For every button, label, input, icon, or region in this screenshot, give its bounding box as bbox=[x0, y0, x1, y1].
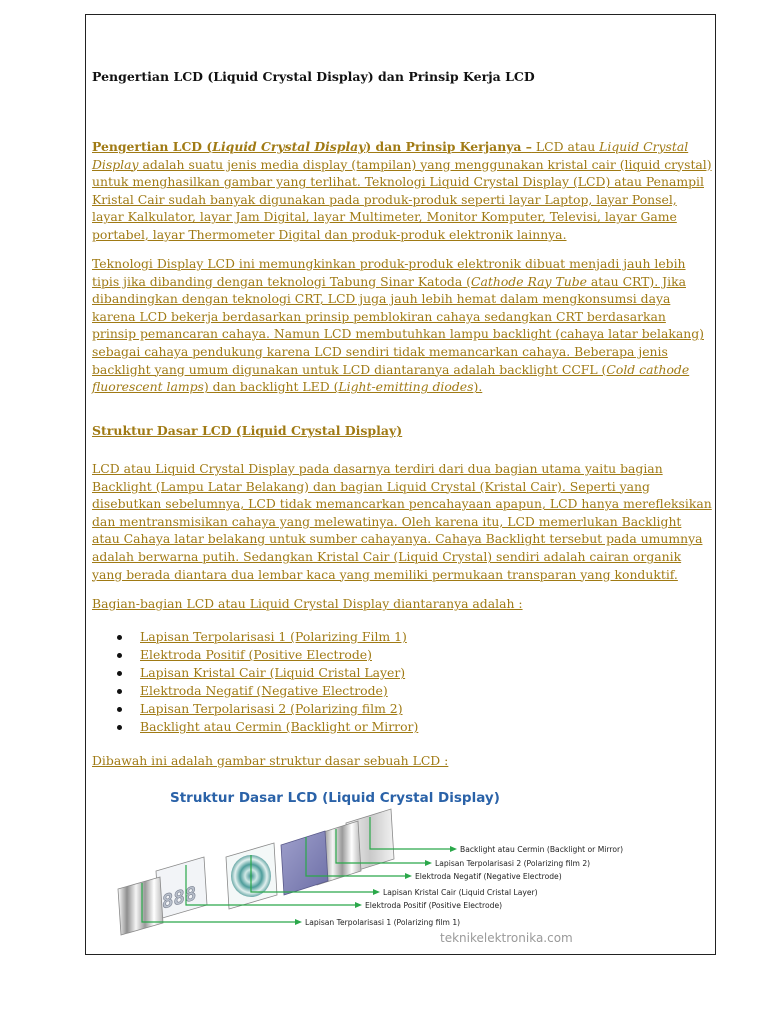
list-item-text: Lapisan Terpolarisasi 1 (Polarizing Film 1) bbox=[140, 629, 407, 644]
label-backlight: Backlight atau Cermin (Backlight or Mirror) bbox=[460, 845, 624, 854]
bullet-icon bbox=[117, 653, 122, 658]
document-page bbox=[85, 14, 716, 955]
bullet-icon bbox=[117, 707, 122, 712]
figure-intro: Dibawah ini adalah gambar struktur dasar sebuah LCD : bbox=[92, 753, 449, 768]
list-item bbox=[140, 664, 712, 682]
structure-body-section bbox=[92, 460, 712, 583]
label-negative-electrode: Elektroda Negatif (Negative Electrode) bbox=[415, 872, 562, 881]
intro-link[interactable] bbox=[92, 139, 532, 154]
bullet-icon bbox=[117, 725, 122, 730]
second-paragraph-section bbox=[92, 255, 712, 396]
figure-watermark: teknikelektronika.com bbox=[440, 931, 573, 945]
intro-link-italic: Liquid Crystal Display bbox=[212, 139, 366, 154]
structure-heading[interactable]: Struktur Dasar LCD (Liquid Crystal Display) bbox=[92, 423, 403, 438]
list-item-text: Elektroda Positif (Positive Electrode) bbox=[140, 647, 372, 662]
list-item bbox=[140, 646, 712, 664]
list-item bbox=[140, 718, 712, 736]
list-item-text: Lapisan Kristal Cair (Liquid Cristal Layer) bbox=[140, 665, 406, 680]
list-item bbox=[140, 700, 712, 718]
polarizing-film-1-layer bbox=[118, 877, 163, 935]
structure-heading-section bbox=[92, 423, 712, 438]
list-item-text: Backlight atau Cermin (Backlight or Mirror) bbox=[140, 719, 419, 734]
lcd-structure-figure bbox=[106, 785, 657, 947]
list-item-text: Lapisan Terpolarisasi 2 (Polarizing film 2) bbox=[140, 701, 403, 716]
para2-italic2: Cold cathode fluorescent lamps bbox=[92, 361, 690, 395]
structure-paragraph: LCD atau Liquid Crystal Display pada dasarnya terdiri dari dua bagian utama yaitu bagian Backlight (Lampu Latar Belakang) dan bagian Liquid Crystal (Kristal Cair). Seperti yang disebutkan sebelumnya, LCD tidak memancarkan pencahayaan apapun, LCD hanya merefleksikan dan mentransmisikan cahaya yang melewatinya. Oleh karena itu, LCD memerlukan Backlight atau Cahaya latar belakang untuk sumber cahayanya. Cahaya Backlight tersebut pada umumnya adalah berwarna putih. Sedangkan Kristal Cair (Liquid Crystal) sendiri adalah cairan organik yang berada diantara dua lembar kaca yang memiliki permukaan transparan yang konduktif. bbox=[92, 461, 712, 582]
para2-text2: atau CRT). Jika dibandingkan dengan teknologi CRT, LCD juga jauh lebih hemat dalam mengkonsumsi daya karena LCD bekerja berdasarkan prinsip pemblokiran cahaya sedangkan CRT berdasarkan prinsip pemancaran cahaya. Namun LCD membutuhkan lampu backlight (cahaya latar belakang) sebagai cahaya pendukung karena LCD sendiri tidak memancarkan cahaya. Beberapa jenis backlight yang umum digunakan untuk LCD diantaranya adalah backlight CCFL ( bbox=[92, 273, 704, 377]
second-paragraph bbox=[92, 255, 712, 396]
label-polarizing-film-2: Lapisan Terpolarisasi 2 (Polarizing film 2) bbox=[435, 859, 591, 868]
intro-link-tail: ) dan Prinsip Kerjanya – bbox=[365, 139, 532, 154]
figure-intro-section bbox=[92, 752, 712, 770]
figure-title: Struktur Dasar LCD (Liquid Crystal Display) bbox=[170, 790, 500, 806]
parts-intro: Bagian-bagian LCD atau Liquid Crystal Display diantaranya adalah : bbox=[92, 596, 523, 611]
bullet-icon bbox=[117, 689, 122, 694]
intro-link-lead: Pengertian LCD ( bbox=[92, 139, 213, 154]
label-liquid-crystal-layer: Lapisan Kristal Cair (Liquid Cristal Layer) bbox=[383, 888, 538, 897]
intro-section bbox=[92, 138, 712, 244]
bullet-icon bbox=[117, 671, 122, 676]
parts-list-section bbox=[92, 628, 712, 736]
label-positive-electrode: Elektroda Positif (Positive Electrode) bbox=[365, 901, 503, 910]
parts-intro-section bbox=[92, 595, 712, 613]
para2-text1: Teknologi Display LCD ini memungkinkan produk-produk elektronik dibuat menjadi jauh lebih tipis jika dibanding dengan teknologi Tabung Sinar Katoda ( bbox=[92, 256, 686, 289]
list-item bbox=[140, 628, 712, 646]
para2-text4: ). bbox=[473, 379, 483, 395]
list-item-text: Elektroda Negatif (Negative Electrode) bbox=[140, 683, 388, 698]
lcd-structure-diagram bbox=[106, 785, 657, 947]
negative-electrode-layer bbox=[281, 831, 328, 895]
label-polarizing-film-1: Lapisan Terpolarisasi 1 (Polarizing film 1) bbox=[305, 918, 461, 927]
intro-body-italic: Liquid Crystal Display bbox=[92, 139, 689, 172]
para2-text3: ) dan backlight LED ( bbox=[203, 379, 339, 395]
para2-italic3: Light-emitting diodes bbox=[338, 379, 474, 395]
intro-body-rest: adalah suatu jenis media display (tampilan) yang menggunakan kristal cair (liquid crystal) untuk menghasilkan gambar yang terlihat. Teknologi Liquid Crystal Display (LCD) atau Penampil Kristal Cair sudah banyak digunakan pada produk-produk seperti layar Laptop, layar Ponsel, layar Kalkulator, layar Jam Digital, layar Multimeter, Monitor Komputer, Televisi, layar Game portabel, layar Thermometer Digital dan produk-produk elektronik lainnya. bbox=[92, 156, 712, 242]
intro-body-start: LCD atau bbox=[531, 139, 600, 154]
bullet-icon bbox=[117, 635, 122, 640]
para2-italic1: Cathode Ray Tube bbox=[471, 273, 587, 289]
seven-segment-display: 888 bbox=[162, 881, 197, 914]
parts-list bbox=[92, 628, 712, 736]
list-item bbox=[140, 682, 712, 700]
intro-paragraph bbox=[92, 138, 712, 244]
page-title: Pengertian LCD (Liquid Crystal Display) dan Prinsip Kerja LCD bbox=[92, 69, 535, 84]
